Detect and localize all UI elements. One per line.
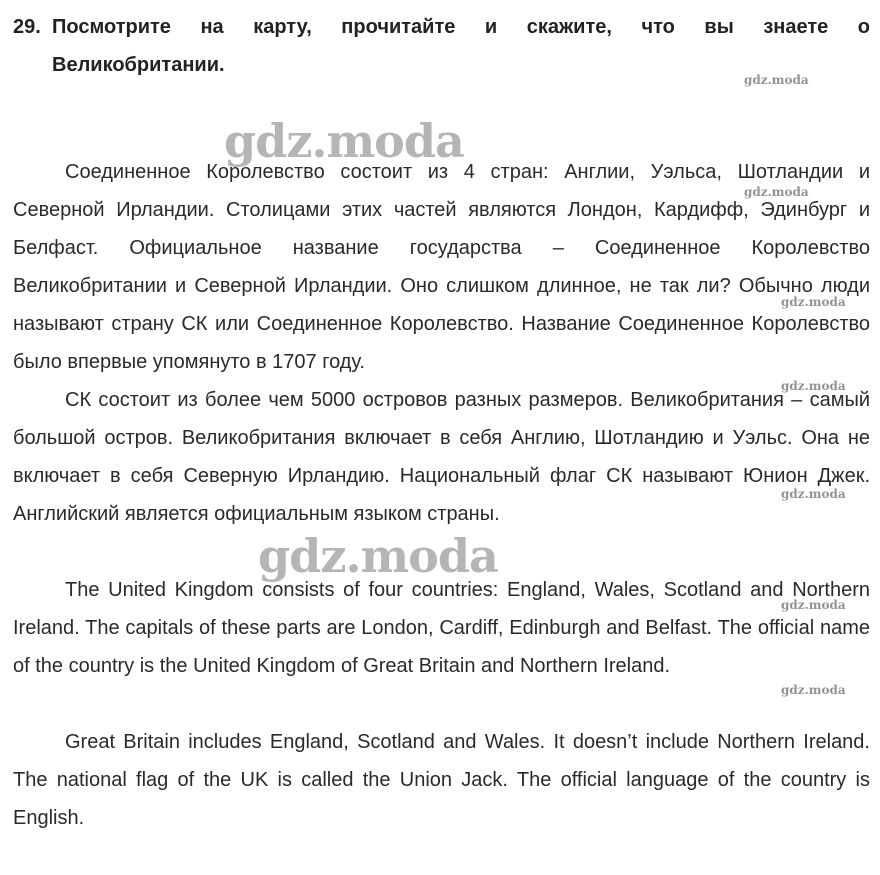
- watermark-small: gdz.moda: [781, 487, 846, 501]
- watermark-small: gdz.moda: [781, 295, 846, 309]
- watermark-small: gdz.moda: [744, 73, 809, 87]
- task-heading: [13, 8, 870, 87]
- task-instruction-part-1: Посмотрите на карту, прочитайте и скажите, что вы знаете о: [52, 16, 870, 38]
- watermark-large: gdz.moda: [224, 114, 464, 168]
- watermark-large: gdz.moda: [258, 529, 498, 583]
- paragraph-russian-1: Соединенное Королевство состоит из 4 стран: Англии, Уэльса, Шотландии и Северной Ирландии. Столицами этих частей являются Лондон, Кардифф, Эдинбург и Белфаст. Официальное название государства – Соединенное Королевство Великобритании и Северной Ирландии. Оно слишком длинное, не так ли? Обычно люди называют страну СК или Соединенное Королевство. Название Соединенное Королевство было впервые упомянуто в 1707 году.: [13, 161, 870, 373]
- paragraph-russian-2: СК состоит из более чем 5000 островов разных размеров. Великобритания – самый большой остров. Великобритания включает в себя Англию, Шотландию и Уэльс. Она не включает в себя Северную Ирландию. Национальный флаг СК называют Юнион Джек. Английский является официальным языком страны.: [13, 389, 870, 525]
- task-instruction-part-2: Великобритании.: [52, 54, 225, 76]
- watermark-small: gdz.moda: [781, 598, 846, 612]
- watermark-small: gdz.moda: [781, 379, 846, 393]
- paragraph-english-1: The United Kingdom consists of four countries: England, Wales, Scotland and Northern Ireland. The capitals of these parts are London, Cardiff, Edinburgh and Belfast. The official name of the country is the United Kingdom of Great Britain and Northern Ireland.: [13, 579, 870, 677]
- paragraph-english-2: Great Britain includes England, Scotland and Wales. It doesn’t include Northern Ireland. The national flag of the UK is called the Union Jack. The official language of the country is English.: [13, 731, 870, 829]
- watermark-small: gdz.moda: [781, 683, 846, 697]
- watermark-small: gdz.moda: [744, 185, 809, 199]
- task-number: 29.: [13, 16, 41, 38]
- task-heading-line-1: [13, 8, 870, 46]
